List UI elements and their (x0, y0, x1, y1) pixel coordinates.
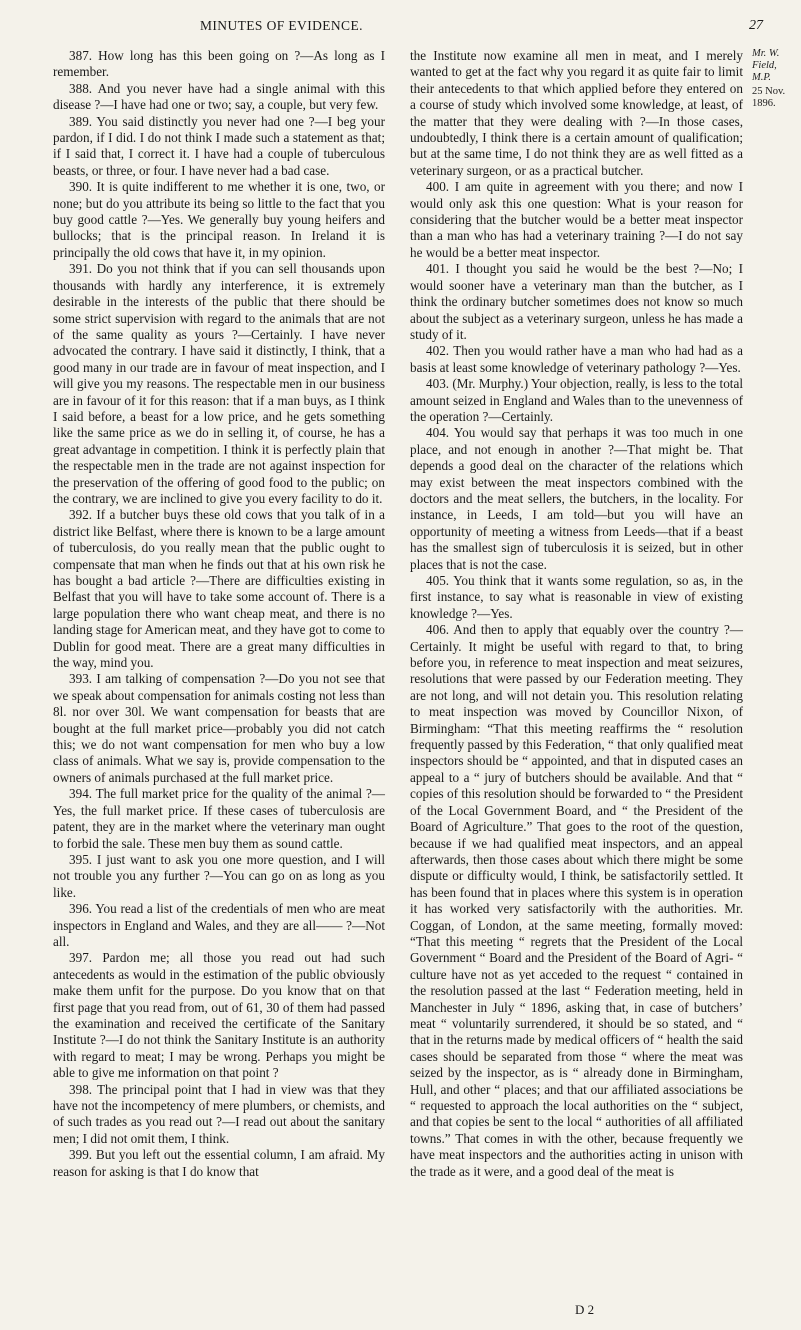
paragraph-406: 406. And then to apply that equably over the country ?—Certainly. It might be useful with regard to that, to bring before you, in reference to meat inspection and meat seizures, resolutions that were passed by our Federation meeting. They are not long, and will not detain you. This resolution relating to meat inspection was moved by Councillor Nixon, of Birmingham: “That this meeting reaffirms the “ resolution frequently passed by this Federation, “ that only qualified meat inspectors should be “ appointed, and that in disputed cases an appeal to a “ jury of butchers should be available. And that “ copies of this resolution should be forwarded to “ the President of the Local Government Board, and “ the President of the Board of Agriculture.” That goes to the root of the question, because if we had qualified meat inspectors, and an appeal afterwards, then those cases about which there might be some dispute or difficulty would, I think, be satisfactorily settled. It has been found that in places where this system is in operation it has worked very satisfactorily with the authorities. Mr. Coggan, of London, at the same meeting, formally moved: “That this meeting “ regrets that the President of the Local Government “ Board and the President of the Board of Agri- “ culture have not as yet acceded to the request “ contained in the resolution passed at the last “ Federation meeting, held in Manchester in July “ 1896, asking that, in case of butchers’ meat “ voluntarily surrendered, it should be so stated, and “ that in the returns made by medical officers of “ health the said cases should be separated from those “ where the meat was seized by the inspector, as is “ already done in Birmingham, Hull, and other “ places; and that our affiliated associations be “ requested to approach the local authorities on the “ subject, and that copies be sent to the local “ authorities of all affiliated towns.” That comes in with the other, because frequently we have meat inspectors and the authorities acting in unison with the trade as it were, and a good deal of the meat is (410, 622, 743, 1179)
hearing-date: 25 Nov. 1896. (752, 86, 786, 109)
margin-note (752, 48, 798, 110)
paragraph-404: 404. You would say that perhaps it was too much in one place, and not enough in another ?—That might be. That depends a good deal on the character of the relations which may exist between the meat inspectors combined with the doctors and the meat sellers, the butchers, in the locality. For instance, in Leeds, I am told—but you will have an opportunity of meeting a witness from Leeds—that if a beast has the smallest sign of tuberculosis it is seized, but in other places that is not the case. (410, 425, 743, 572)
paragraph-402: 402. Then you would rather have a man who had had as a basis at least some knowledge of veterinary pathology ?—Yes. (410, 343, 743, 375)
paragraph-398: 398. The principal point that I had in view was that they have not the incompetency of mere plumbers, or chemists, and of such trades as you read out ?—I read out about the sanitary men; I did not omit them, I think. (53, 1081, 385, 1146)
paragraph-396: 396. You read a list of the credentials of men who are meat inspectors in England and Wales, and they are all—— ?—Not all. (53, 901, 385, 949)
right-column (410, 48, 743, 1180)
paragraph-399-continued: the Institute now examine all men in meat, and I merely wanted to get at the fact why you regard it as quite fair to limit their antecedents to that which applied before they entered on a course of study which involved some knowledge, at least, of the matter that they were dealing with ?—In those cases, undoubtedly, I think there is a certain amount of qualification; but at the same time, I do not think they are as well fitted as a veterinary surgeon, or as a practical butcher. (410, 48, 743, 178)
paragraph-401: 401. I thought you said he would be the best ?—No; I would sooner have a veterinary man than the butcher, as I think the ordinary butcher sometimes does not know so much about the subject as a veterinary surgeon, unless he has made a study of it. (410, 261, 743, 342)
left-column (53, 48, 385, 1180)
running-header: MINUTES OF EVIDENCE. (200, 18, 363, 33)
paragraph-388: 388. And you never have had a single animal with this disease ?—I have had one or two; say, a couple, but very few. (53, 80, 385, 113)
paragraph-397: 397. Pardon me; all those you read out had such antecedents as would in the estimation of the public obviously make them unfit for the purpose. Do you know that on that first page that you read from, out of 61, 30 of them had passed the examination and received the certificate of the Sanitary Institute ?—I do not think the Sanitary Institute is an authority with regard to meat; I may be wrong. Perhaps you might be able to give me information on that point ? (53, 950, 385, 1081)
paragraph-387: 387. How long has this been going on ?—As long as I remember. (53, 48, 385, 80)
paragraph-391: 391. Do you not think that if you can sell thousands upon thousands with hardly any interference, it is extremely desirable in the interests of the public that there should be some strict supervision with regard to the animals that are not of the same quality as yours ?—Certainly. I have never advocated the contrary. I have said it distinctly, I think, that a good many in our trade are in favour of meat inspection, and I will give you my reasons. The respectable men in our business are in favour of it for this reason: that if a man buys, as I think I said before, a beast for a low price, and he gets something like the same price as we do in selling it, of course, he has a great advantage in competition. I think it is perfectly plain that the respectable men in the trade are not against inspection for the preservation of the offering of good food to the public; on the contrary, we are inclined to give you every facility to do it. (53, 261, 385, 506)
page-number: 27 (749, 18, 763, 33)
paragraph-394: 394. The full market price for the quality of the animal ?—Yes, the full market price. If these cases of tuberculosis are patent, they are in the market where the veterinary man ought to forbid the sale. These men buy them as sound cattle. (53, 786, 385, 851)
witness-name: Mr. W. Field, M.P. (752, 48, 780, 83)
paragraph-403: 403. (Mr. Murphy.) Your objection, really, is less to the total amount seized in England and Wales than to the unevenness of the operation ?—Certainly. (410, 376, 743, 424)
paragraph-405: 405. You think that it wants some regulation, so as, in the first instance, to say what is reasonable in view of existing knowledge ?—Yes. (410, 573, 743, 621)
paragraph-389: 389. You said distinctly you never had one ?—I beg your pardon, if I did. I do not think I made such a statement as that; if I said that, I correct it. I have had a couple of tuberculous beasts, or three, or four. I have never had a bad case. (53, 113, 385, 178)
paragraph-390: 390. It is quite indifferent to me whether it is one, two, or none; but do you attribute its being so little to the fact that you buy good cattle ?—Yes. We generally buy young heifers and bullocks; that is the principal reason. In Ireland it is principally the old cows that have it, in my opinion. (53, 179, 385, 260)
paragraph-393: 393. I am talking of compensation ?—Do you not see that we speak about compensation for animals costing not less than 8l. nor over 30l. We want compensation for beasts that are bought at the full market price—probably you did not catch this; we do not want compensation for men who buy a low class of animals. What we say is, provide compensation to the owners of animals purchased at the full market price. (53, 671, 385, 785)
paragraph-400: 400. I am quite in agreement with you there; and now I would only ask this one question: What is your reason for considering that the butcher would be a better meat inspector than a man who has had a veterinary training ?—I do not say he would be a better meat inspector. (410, 179, 743, 260)
paragraph-395: 395. I just want to ask you one more question, and I will not trouble you any further ?—You can go on as long as you like. (53, 851, 385, 900)
paragraph-399: 399. But you left out the essential column, I am afraid. My reason for asking is that I do know that (53, 1147, 385, 1179)
paragraph-392: 392. If a butcher buys these old cows that you talk of in a district like Belfast, where there is known to be a large amount of tuberculosis, do you really mean that the public ought to compensate that man when he finds out that at his own risk he has bought a bad article ?—There are difficulties existing in Belfast that you will have to take some account of. There is a large population there who want cheap meat, and there is no landing stage for American meat, and they have got to come to Dublin for good meat. There are a great many difficulties in the way, mind you. (53, 507, 385, 671)
signature-mark: D 2 (575, 1302, 595, 1317)
